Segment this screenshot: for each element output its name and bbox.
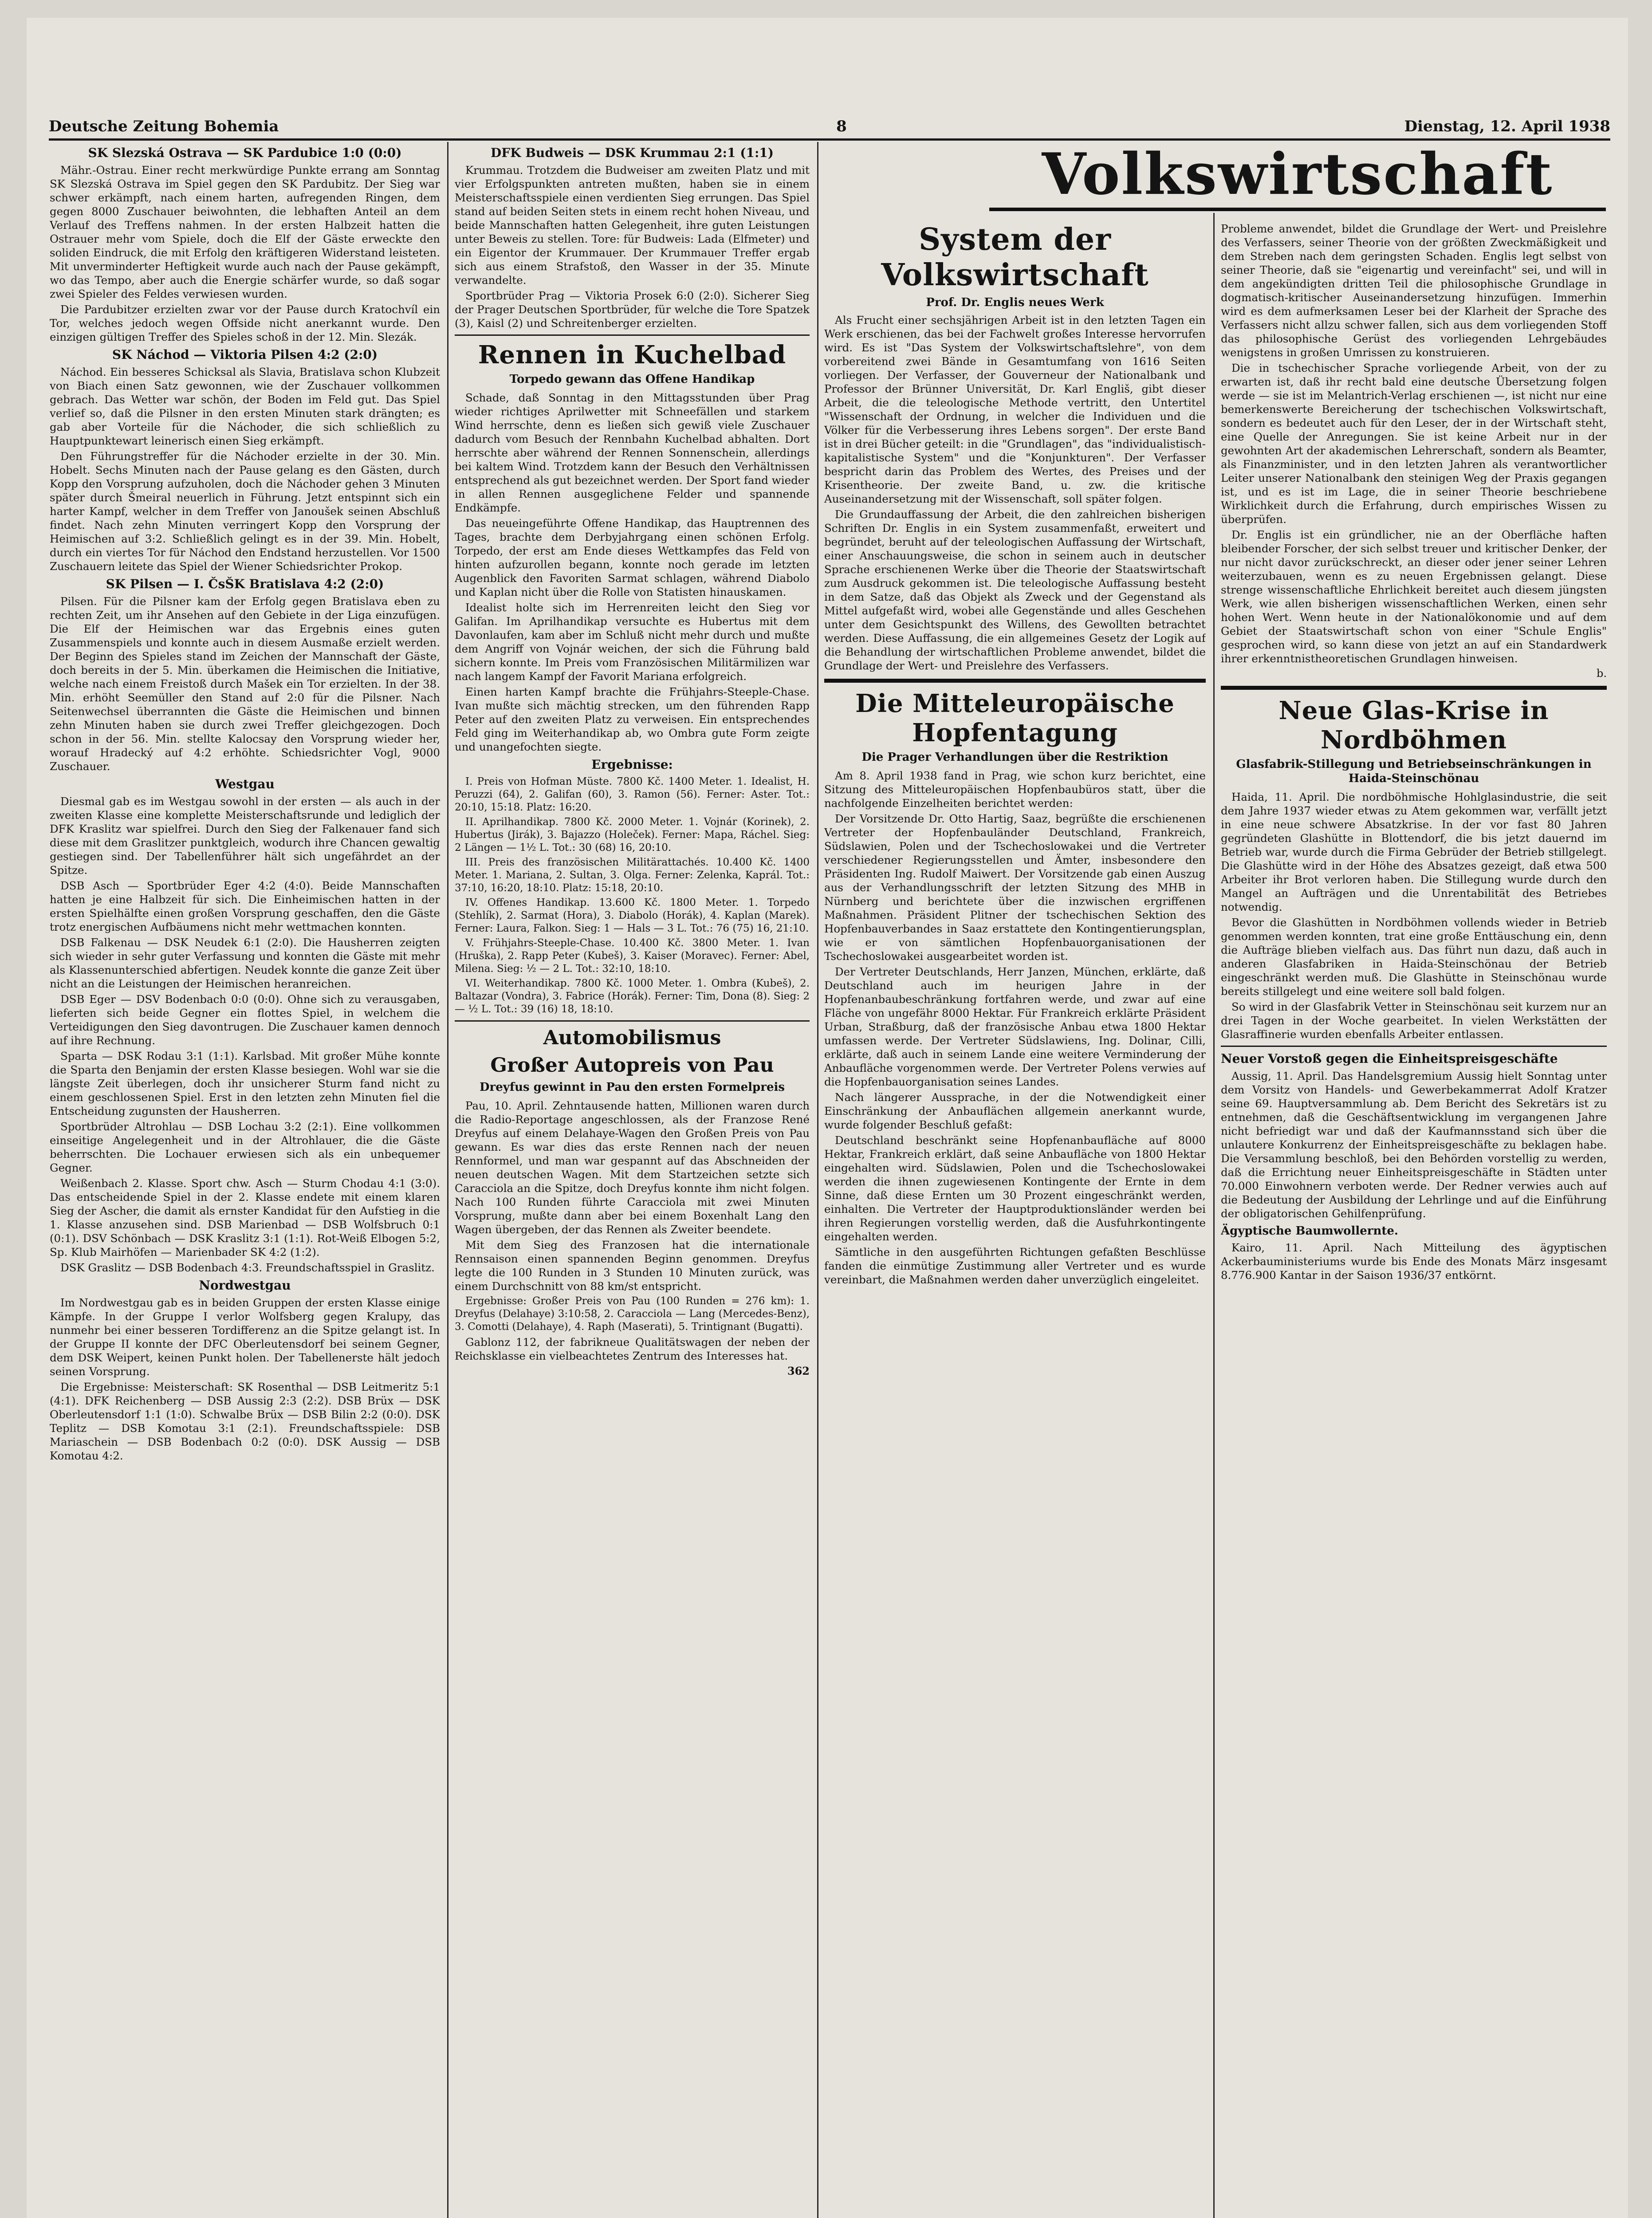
headline: SK Slezská Ostrava — SK Pardubice 1:0 (0:0) bbox=[88, 146, 402, 160]
paragraph: Diesmal gab es im Westgau sowohl in der ersten — als auch in der zweiten Klasse eine komplette Meisterschaftsrunde und lediglich der DFK Kraslitz war spielfrei. Durch den Sieg der Falkenauer fand sich diese mit dem Graslitzer punktgleich, wodurch ihre Chancen gewaltig gestiegen sind. Der Tabellenführer hält sich ungefährdet an der Spitze. bbox=[50, 795, 440, 877]
subheadline: Dreyfus gewinnt in Pau den ersten Formelpreis bbox=[479, 1081, 785, 1094]
headline: System der Volkswirtschaft bbox=[881, 222, 1149, 293]
paragraph: Den Führungstreffer für die Náchoder erzielte in der 30. Min. Hobelt. Sechs Minuten nach der Pause gelang es den Gästen, durch Kopp den Vorsprung aufzuholen, doch die Náchoder gehen 3 Minuten später durch Šmeiral neuerlich in Führung. Jetzt entspinnt sich ein harter Kampf, welcher in dem Treffer von Janoušek seinen Abschluß findet. Nach zehn Minuten verringert Kopp den Vorsprung der Heimischen auf 3:2. Schließlich gelingt es in der 39. Min. Hobelt, durch ein viertes Tor für Náchod den Endstand herzustellen. Vor 1500 Zuschauern leitete das Spiel der Wiener Schiedsrichter Prokop. bbox=[50, 450, 440, 573]
paragraph: Kairo, 11. April. Nach Mitteilung des ägyptischen Ackerbauministeriums wurde bis Ende des Monats März insgesamt 8.776.900 Kantar in der Saison 1936/37 entkörnt. bbox=[1221, 1241, 1607, 1282]
byline: Prof. Dr. Englis neues Werk bbox=[926, 296, 1104, 309]
paragraph: Sämtliche in den ausgeführten Richtungen gefaßten Beschlüsse fanden die einmütige Zustimmung aller Vertreter und es wurde vereinbart, die Maßnahmen werden daher unverzüglich eingeleitet. bbox=[824, 1246, 1206, 1286]
column-sports-2 bbox=[455, 142, 810, 2218]
paragraph: Krummau. Trotzdem die Budweiser am zweiten Platz und mit vier Erfolgspunkten antreten mußten, haben sie in einem Meisterschaftsspiele einen verdienten Sieg errungen. Das Spiel stand auf beiden Seiten stets in einem recht hohen Niveau, und beide Mannschaften hatten Gelegenheit, ihre guten Leistungen unter Beweis zu stellen. Tore: für Budweis: Lada (Elfmeter) und ein Eigentor der Krummauer. Der Krummauer Treffer ergab sich aus einem Strafstoß, den Wasser in der 35. Minute verwandelte. bbox=[455, 164, 810, 287]
paragraph: DSB Eger — DSV Bodenbach 0:0 (0:0). Ohne sich zu verausgaben, lieferten sich beide Gegner ein flottes Spiel, in welchem die Verteidigungen den Sieg davontrugen. Die Zuschauer kamen dennoch auf ihre Rechnung. bbox=[50, 993, 440, 1047]
paragraph: DSB Falkenau — DSK Neudek 6:1 (2:0). Die Hausherren zeigten sich wieder in sehr guter Verfassung und konnten die Gäste mit mehr als Klassenunterschied abfertigen. Neudek konnte die ganze Zeit über nicht an die Leistungen der Heimischen heranreichen. bbox=[50, 936, 440, 990]
headline: Großer Autopreis von Pau bbox=[490, 1054, 774, 1077]
paragraph: Die in tschechischer Sprache vorliegende Arbeit, von der zu erwarten ist, daß ihr recht bald eine deutsche Übersetzung folgen werde — sie ist im Melantrich-Verlag erschienen —, ist nicht nur eine bemerkenswerte Bereicherung der tschechischen Volkswirtschaft, sondern es bedeutet auch für den Leser, der in der Wirtschaft steht, eine Quelle der Anregungen. Sie ist keine Arbeit nur in der gewohnten Art der akademischen Lehrerschaft, sondern als Beamter, als Finanzminister, und in den letzten Jahren als verantwortlicher Leiter unserer Nationalbank den steinigen Weg der Praxis gegangen ist, und es ist im Lage, die in seiner Theorie beschriebene Wirklichkeit durch die Erfahrung, durch empirisches Wissen zu überprüfen. bbox=[1221, 362, 1607, 526]
paragraph: Im Nordwestgau gab es in beiden Gruppen der ersten Klasse einige Kämpfe. In der Gruppe I verlor Wolfsberg gegen Kralupy, das nunmehr bei einer besseren Tordifferenz an die Spitze gelangt ist. In der Gruppe II konnte der DFC Oberleutensdorf bei seinem Gegner, dem DSK Weipert, keinen Punkt holen. Der Tabellenerste hält jedoch seinen Vorsprung. bbox=[50, 1296, 440, 1378]
headline: Rennen in Kuchelbad bbox=[478, 340, 787, 370]
headline: Ägyptische Baumwollernte. bbox=[1221, 1224, 1398, 1238]
paragraph: Der Vertreter Deutschlands, Herr Janzen, München, erklärte, daß Deutschland auch im heurigen Jahre in der Hopfenanbaubeschränkung fortfahren werde, und zwar auf eine Fläche von ungefähr 8000 Hektar. Für Frankreich erklärte Präsident Urban, Straßburg, daß der französische Anbau etwa 1800 Hektar umfassen werde. Der Vertreter Südslawiens, Ing. Dolinar, Cilli, erklärte, daß auch in seinem Lande eine weitere Verminderung der Anbaufläche vorgenommen werde. Der Vertreter Polens verwies auf die Hopfenbauorganisation seines Landes. bbox=[824, 965, 1206, 1088]
result-entry: VI. Weiterhandikap. 7800 Kč. 1000 Meter. 1. Ombra (Kubeš), 2. Baltazar (Vondra), 3. Fabrice (Horák). Ferner: Tim, Dona (8). Sieg: 2 — ½ L. Tot.: 39 (16) 18, 18:10. bbox=[455, 978, 810, 1015]
paragraph: Probleme anwendet, bildet die Grundlage der Wert- und Preislehre des Verfassers, seiner Theorie von der größten Zweckmäßigkeit und dem Streben nach dem geringsten Schaden. Englis legt selbst von seiner Theorie, daß sie "eigenartig und vereinfacht" sei, und will in dem angekündigten dritten Teil die philosophische Grundlage in dogmatisch-kritischer Auseinandersetzung hinzufügen. Immerhin wird es dem aufmerksamen Leser bei der Klarheit der Sprache des Verfassers nicht allzu schwer fallen, sich aus dem vorliegenden Stoff das philosophische Gerüst des vorliegenden Lehrgebäudes wenigstens in großen Umrissen zu konstruieren. bbox=[1221, 222, 1607, 359]
paragraph: Náchod. Ein besseres Schicksal als Slavia, Bratislava schon Klubzeit von Biach einen Satz gewonnen, wie der Zuschauer vollkommen gebrach. Das Wetter war schön, der Boden im Feld gut. Das Spiel verlief so, daß die Pilsner in den ersten Minuten stark drängten; es gab aber Vorteile für die Náchoder, die sich schließlich zu Hauptpunktewart leinerisch einen Sieg erkämpft. bbox=[50, 366, 440, 447]
masthead-left: Deutsche Zeitung Bohemia bbox=[49, 118, 279, 135]
paragraph: Idealist holte sich im Herrenreiten leicht den Sieg vor Galifan. Im Aprilhandikap versuchte es Hubertus mit dem Davonlaufen, kam aber im Schluß nicht mehr durch und mußte dem Angriff von Vojnár weichen, der sich die Führung bald sichern konnte. Im Preis vom Französischen Militärmilizen war nach langem Kampf der Favorit Mariana erfolgreich. bbox=[455, 601, 810, 683]
section-heading: Automobilismus bbox=[543, 1026, 721, 1049]
paragraph: Ergebnisse: Großer Preis von Pau (100 Runden = 276 km): 1. Dreyfus (Delahaye) 3:10:58, 2. Caracciola — Lang (Mercedes-Benz), 3. Comotti (Delahaye), 4. Raph (Maserati), 5. Trintignant (Bugatti). bbox=[455, 1295, 810, 1333]
paragraph: DSB Asch — Sportbrüder Eger 4:2 (4:0). Beide Mannschaften hatten je eine Halbzeit für sich. Die Einheimischen hatten in der ersten Spielhälfte einen großen Vorsprung geschaffen, den die Gäste trotz energischen Aufbäumens nicht mehr wettmachen konnten. bbox=[50, 879, 440, 933]
author-signature: b. bbox=[1597, 667, 1607, 680]
paragraph: Deutschland beschränkt seine Hopfenanbaufläche auf 8000 Hektar, Frankreich erklärt, daß seine Anbaufläche von 1800 Hektar eingehalten wird. Südslawien, Polen und die Tschechoslowakei werden die ihnen zugewiesenen Kontingente der Ernte in dem Sinne, daß diese Ernten um 30 Prozent eingeschränkt werden, einhalten. Die Vertreter der Hauptproduktionsländer werden bei ihren Regierungen vorstellig werden, daß die Ausfuhrkontingente eingehalten werden. bbox=[824, 1134, 1206, 1243]
running-head bbox=[49, 113, 1610, 135]
paragraph: Das neueingeführte Offene Handikap, das Hauptrennen des Tages, brachte dem Derbyjahrgang einen schönen Erfolg. Torpedo, der erst am Ende dieses Wettkampfes das Feld von hinten aufzurollen begann, konnte noch gerade im letzten Augenblick den Favoriten Sarmat schlagen, während Diabolo und Kaplan nicht über die Rolle von Statisten hinauskamen. bbox=[455, 517, 810, 598]
paragraph: Die Grundauffassung der Arbeit, die den zahlreichen bisherigen Schriften Dr. Englis in ein System zusammenfaßt, erweitert und begründet, beruht auf der teleologischen Auffassung der Wirtschaft, einer Anschauungsweise, die schon in seinem auch in deutscher Sprache erschienenen Werke über die Theorie der Staatswirtschaft zum Ausdruck gekommen ist. Die teleologische Auffassung besteht in dem Satze, daß das Objekt als Zweck und der Gegenstand als Mittel aufgefaßt wird, wobei alle Gegenstände und alles Geschehen unter dem Gesichtspunkt des Willens, des Gewollten betrachtet werden. Diese Auffassung, die ein allgemeines Gesetz der Logik auf die Behandlung der wirtschaftlichen Probleme anwendet, bildet die Grundlage der Wert- und Preislehre des Verfassers. bbox=[824, 508, 1206, 672]
result-entry: I. Preis von Hofman Müste. 7800 Kč. 1400 Meter. 1. Idealist, H. Peruzzi (64), 2. Galifan (60), 3. Ramon (56). Ferner: Aster. Tot.: 20:10, 15:18. Platz: 16:20. bbox=[455, 776, 810, 813]
page-note: 362 bbox=[787, 1365, 810, 1377]
column-rule bbox=[447, 142, 448, 2218]
header-rule bbox=[49, 138, 1610, 141]
result-entry: V. Frühjahrs-Steeple-Chase. 10.400 Kč. 3800 Meter. 1. Ivan (Hruška), 2. Rapp Peter (Kubeš), 3. Kaiser (Moravec). Ferner: Abel, Milena. Sieg: ½ — 2 L. Tot.: 32:10, 18:10. bbox=[455, 937, 810, 975]
results-heading: Ergebnisse: bbox=[591, 757, 673, 772]
headline: SK Náchod — Viktoria Pilsen 4:2 (2:0) bbox=[112, 347, 378, 362]
paragraph: Mähr.-Ostrau. Einer recht merkwürdige Punkte errang am Sonntag SK Slezská Ostrava im Spiel gegen den SK Pardubitz. Der Sieg war schwer erkämpft, nach einem harten, aufregenden Ringen, dem gegen 8000 Zuschauer beiwohnten, die lebhaften Anteil an dem Verlauf des Treffens nahmen. In der ersten Halbzeit hatten die Ostrauer mehr vom Spiele, doch die Elf der Gäste erweckte den soliden Eindruck, die mit Erfolg den kräftigeren Widerstand leisteten. Mit unverminderter Heftigkeit wurde auch nach der Pause gekämpft, wo das Tempo, aber auch die Energie schärfer wurde, so daß sogar zwei Spieler des Feldes verwiesen wurden. bbox=[50, 164, 440, 300]
divider bbox=[824, 679, 1206, 683]
paragraph: Sportbrüder Altrohlau — DSB Lochau 3:2 (2:1). Eine vollkommen einseitige Angelegenheit und in der Altrohlauer, die die Gäste beherrschten. Die Lochauer erwiesen sich als ein unbequemer Gegner. bbox=[50, 1120, 440, 1174]
result-entry: III. Preis des französischen Militärattachés. 10.400 Kč. 1400 Meter. 1. Mariana, 2. Sultan, 3. Olga. Ferner: Zelenka, Kaprál. Tot.: 37:10, 16:20, 18:10. Platz: 15:18, 20:10. bbox=[455, 857, 810, 894]
issue-date: Dienstag, 12. April 1938 bbox=[1404, 118, 1610, 135]
paragraph: Sparta — DSK Rodau 3:1 (1:1). Karlsbad. Mit großer Mühe konnte die Sparta den Benjamin der ersten Klasse besiegen. Wohl war sie die längste Zeit überlegen, doch ihr unsicherer Sturm fand nicht zu einem geschlossenen Spiel. Erst in den letzten zehn Minuten fiel die Entscheidung zugunsten der Hausherren. bbox=[50, 1050, 440, 1117]
paragraph: Die Pardubitzer erzielten zwar vor der Pause durch Kratochvíl ein Tor, welches jedoch wegen Offside nicht anerkannt wurde. Den einzigen gültigen Treffer des Spieles schoß in der 12. Min. Slezák. bbox=[50, 303, 440, 343]
paragraph: Aussig, 11. April. Das Handelsgremium Aussig hielt Sonntag unter dem Vorsitz von Handels- und Gewerbekammerrat Adolf Kratzer seine 69. Hauptversammlung ab. Dem Bericht des Sekretärs ist zu entnehmen, daß die Geschäftsentwicklung im vergangenen Jahre nicht befriedigt war und daß der Kaufmannsstand sich über die unlautere Konkurrenz der Einheitspreisgeschäfte zu beklagen habe. Die Versammlung beschloß, bei den Behörden vorstellig zu werden, daß die Errichtung neuer Einheitspreisgeschäfte in Städten unter 70.000 Einwohnern verboten werde. Der Redner verwies auch auf die Bedeutung der Ausbildung der Lehrlinge und auf die Einführung der obligatorischen Gehilfenprüfung. bbox=[1221, 1070, 1607, 1220]
subheadline: Glasfabrik-Stillegung und Betriebseinschränkungen in Haida-Steinschönau bbox=[1236, 758, 1592, 785]
paragraph: Der Vorsitzende Dr. Otto Hartig, Saaz, begrüßte die erschienenen Vertreter der Hopfenbauländer Deutschland, Frankreich, Südslawien, Polen und der Tschechoslowakei und die Vertreter verschiedener Regierungsstellen und Ämter, insbesondere den Präsidenten Ing. Rudolf Maiwert. Der Vorsitzende gab einen Auszug aus der Verhandlungsschrift der letzten Sitzung des MHB in Nürnberg und berichtete über die inzwischen ergriffenen Maßnahmen. Präsident Plitner der tschechischen Sektion des Hopfenbauverbandes in Saaz erstattete den Kontingentierungsplan, wie er von sämtlichen Hopfenbauorganisationen der Tschechoslowakei ausgearbeitet worden ist. bbox=[824, 812, 1206, 963]
paragraph: Pau, 10. April. Zehntausende hatten, Millionen waren durch die Radio-Reportage angeschlossen, als der Franzose René Dreyfus auf einem Delahaye-Wagen den Großen Preis von Pau gewann. Es war dies das erste Rennen nach der neuen Rennformel, und man war gespannt auf das Abschneiden der neuen deutschen Wagen. Mit dem Startzeichen setzte sich Caracciola an die Spitze, doch Dreyfus konnte ihm nicht folgen. Nach 100 Runden führte Caracciola mit zwei Minuten Vorsprung, mußte dann aber bei einem Boxenhalt Lang den Wagen übergeben, der das Rennen als Zweiter beendete. bbox=[455, 1099, 810, 1236]
headline: SK Pilsen — I. ČsŠK Bratislava 4:2 (2:0) bbox=[106, 577, 384, 591]
result-entry: IV. Offenes Handikap. 13.600 Kč. 1800 Meter. 1. Torpedo (Stehlík), 2. Sarmat (Hora), 3. Diabolo (Horák), 4. Kaplan (Marek). Ferner: Laura, Falkon. Sieg: 1 — Hals — 3 L. Tot.: 76 (75) 16, 21:10. bbox=[455, 897, 810, 934]
column-sports-1 bbox=[50, 142, 440, 2218]
subheadline: Die Prager Verhandlungen über die Restriktion bbox=[861, 751, 1168, 764]
headline: DFK Budweis — DSK Krummau 2:1 (1:1) bbox=[490, 146, 774, 160]
headline: Neuer Vorstoß gegen die Einheitspreisgeschäfte bbox=[1221, 1051, 1558, 1066]
section-title: Volkswirtschaft bbox=[1042, 141, 1554, 208]
paragraph: Schade, daß Sonntag in den Mittagsstunden über Prag wieder richtiges Aprilwetter mit Schneefällen und starkem Wind herrschte, denn es ließen sich gewiß viele Zuschauer dadurch vom Besuch der Rennbahn Kuchelbad abhalten. Dort herrschte aber während der Rennen Sonnenschein, allerdings bei kaltem Wind. Trotzdem kann der Besuch den Verhältnissen entsprechend als gut bezeichnet werden. Der Sport fand wieder in allen Rennen ausgeglichene Felder und spannende Endkämpfe. bbox=[455, 391, 810, 514]
paragraph: Am 8. April 1938 fand in Prag, wie schon kurz berichtet, eine Sitzung des Mitteleuropäischen Hopfenbaubüros statt, über die nachfolgende Einzelheiten berichtet werden: bbox=[824, 769, 1206, 810]
subsection-heading: Nordwestgau bbox=[199, 1278, 291, 1293]
subsection-heading: Westgau bbox=[215, 777, 275, 791]
column-rule bbox=[817, 142, 818, 2218]
paragraph: Sportbrüder Prag — Viktoria Prosek 6:0 (2:0). Sicherer Sieg der Prager Deutschen Sportbrüder, für welche die Tore Spatzek (3), Kaisl (2) und Schreitenberger erzielten. bbox=[455, 289, 810, 330]
paragraph: Die Ergebnisse: Meisterschaft: SK Rosenthal — DSB Leitmeritz 5:1 (4:1). DFK Reichenberg — DSB Aussig 2:3 (2:2). DSB Brüx — DSK Oberleutensdorf 1:1 (1:0). Schwalbe Brüx — DSB Bilin 2:2 (0:0). DSK Teplitz — DSB Komotau 3:1 (2:1). Freundschaftsspiele: DSB Mariaschein — DSB Bodenbach 0:2 (0:0). DSK Aussig — DSB Komotau 4:2. bbox=[50, 1380, 440, 1462]
divider bbox=[455, 1020, 810, 1022]
column-rule bbox=[1213, 213, 1215, 2218]
paragraph: Bevor die Glashütten in Nordböhmen vollends wieder in Betrieb genommen werden konnten, trat eine große Enttäuschung ein, denn die Aufträge blieben vielfach aus. Das führt nun dazu, daß auch in anderen Glasfabriken in Haida-Steinschönau der Betrieb eingeschränkt werden muß. Die Glashütte in Steinschönau wurde bereits stillgelegt und eine weitere soll bald folgen. bbox=[1221, 916, 1607, 998]
paragraph: Gablonz 112, der fabrikneue Qualitätswagen der neben der Reichsklasse ein vielbeachtetes Zentrum des Interesses hat. bbox=[455, 1336, 810, 1362]
headline: Die Mitteleuropäische Hopfentagung bbox=[855, 689, 1175, 747]
result-entry: II. Aprilhandikap. 7800 Kč. 2000 Meter. 1. Vojnár (Korinek), 2. Hubertus (Jirák), 3. Bajazzo (Holeček). Ferner: Mapa, Ráchel. Sieg: 2 Längen — 1½ L. Tot.: 30 (68) 16, 20:10. bbox=[455, 816, 810, 853]
paragraph: Weißenbach 2. Klasse. Sport chw. Asch — Sturm Chodau 4:1 (3:0). Das entscheidende Spiel in der 2. Klasse endete mit einem klaren Sieg der Ascher, die damit als ernster Kandidat für den Aufstieg in die 1. Klasse anzusehen sind. DSB Marienbad — DSB Wolfsbruch 0:1 (0:1). DSV Schönbach — DSK Kraslitz 3:1 (1:1). Rot-Weiß Elbogen 5:2, Sp. Klub Mairhöfen — Marienbader SK 4:2 (1:2). bbox=[50, 1177, 440, 1258]
page-number: 8 bbox=[836, 118, 847, 135]
paragraph: Einen harten Kampf brachte die Frühjahrs-Steeple-Chase. Ivan mußte sich mächtig strecken, um den führenden Rapp Peter auf den zweiten Platz zu verweisen. Ein entsprechendes Feld ging im Weiterhandikap ab, wo Ombra gute Form zeigte und unangefochten siegte. bbox=[455, 685, 810, 753]
paragraph: Haida, 11. April. Die nordböhmische Hohlglasindustrie, die seit dem Jahre 1937 wieder etwas zu Atem gekommen war, verfällt jetzt in eine neue schwere Absatzkrise. In der vor fast 80 Jahren gegründeten Glashütte in Blottendorf, die bis jetzt dauernd im Betrieb war, wurde durch die Firma Gebrüder der Betrieb stillgelegt. Die Glashütte wird in der Höhe des Absatzes gezeigt, daß etwa 500 Arbeiter ihr Brot verloren haben. Die Stillegung wurde durch den Mangel an Aufträgen und die Unrentabilität des Betriebes notwendig. bbox=[1221, 790, 1607, 913]
divider bbox=[1221, 686, 1607, 690]
paragraph: Mit dem Sieg des Franzosen hat die internationale Rennsaison einen spannenden Beginn genommen. Dreyfus legte die 100 Runden in 3 Stunden 10 Minuten zurück, was einem Durchschnitt von 88 km/st entspricht. bbox=[455, 1239, 810, 1293]
paragraph: Als Frucht einer sechsjährigen Arbeit ist in den letzten Tagen ein Werk erschienen, das bei der Fachwelt großes Interesse hervorrufen wird. Es ist "Das System der Volkswirtschaftslehre", von dem vorbereitend zwei Bände in Gesamtumfang von 1616 Seiten vorliegen. Der Verfasser, der Gouverneur der Nationalbank und Professor der Brünner Universität, Dr. Karl Engliš, gibt dieser Arbeit, die die teleologische Methode vertritt, den Untertitel "Wissenschaft der Ordnung, in welcher die Individuen und die Völker für die Verbesserung ihres Lebens sorgen". Der erste Band ist in drei Bücher geteilt: in die "Grundlagen", das "individualistisch-kapitalistische System" und die "Konjunkturen". Der Verfasser bespricht darin das Problem des Wertes, des Preises und der Krisentheorie. Der zweite Band, u. zw. die kritische Auseinandersetzung mit der Wissenschaft, soll später folgen. bbox=[824, 314, 1206, 505]
paragraph: Dr. Englis ist ein gründlicher, nie an der Oberfläche haften bleibender Forscher, der sich selbst treuer und kritischer Denker, der nur nicht davor zurückschreckt, an dieser oder jener seiner Lehren weiterzubauen, wenn es zu neuen Ergebnissen gelangt. Diese strenge wissenschaftliche Ehrlichkeit bereitet auch diesem jüngsten Werk, wie allen bisherigen wissenschaftlichen Werken, einen sehr hohen Wert. Wenn heute in der Nationalökonomie und auf dem Gebiet der Staatswirtschaft schon von einer "Schule Englis" gesprochen wird, so kann diese von jetzt an auf ein Standardwerk ihrer erkenntnistheoretischen Grundlagen hinweisen. bbox=[1221, 528, 1607, 665]
headline: Neue Glas-Krise in Nordböhmen bbox=[1278, 696, 1549, 755]
divider bbox=[1221, 1046, 1607, 1047]
paragraph: Pilsen. Für die Pilsner kam der Erfolg gegen Bratislava eben zu rechten Zeit, um ihr Ansehen auf den Gebiete in der Liga einzufügen. Die Elf der Heimischen war das Ergebnis eines guten Zusammenspiels und konnte auch in diesem Ausmaße erzielt werden. Der Beginn des Spieles stand im Zeichen der Mannschaft der Gäste, doch bereits in der 5. Min. überkamen die Heimischen die Initiative, welche nach einem Freistoß durch Mašek ein Tor erzielten. In der 38. Min. erhöht Seemüller den Stand auf 2:0 für die Pilsner. Nach Seitenwechsel überrannten die Gäste die Heimischen und binnen zehn Minuten haben sie durch zwei Treffer gleichgezogen. Doch schon in der 56. Min. stellte Kalocsay den Vorsprung wieder her, worauf Hradecký auf 4:2 erhöhte. Schiedsrichter Vogl, 9000 Zuschauer. bbox=[50, 595, 440, 773]
column-economy-2 bbox=[1221, 142, 1607, 2218]
paragraph: DSK Graslitz — DSB Bodenbach 4:3. Freundschaftsspiel in Graslitz. bbox=[60, 1261, 435, 1274]
subheadline: Torpedo gewann das Offene Handikap bbox=[509, 373, 755, 386]
paragraph: So wird in der Glasfabrik Vetter in Steinschönau seit kurzem nur an drei Tagen in der Woche gearbeitet. In vielen Werkstätten der Glasraffinerie wurden ebenfalls Arbeiter entlassen. bbox=[1221, 1000, 1607, 1041]
paragraph: Nach längerer Aussprache, in der die Notwendigkeit einer Einschränkung der Anbauflächen allgemein anerkannt wurde, wurde folgender Beschluß gefaßt: bbox=[824, 1091, 1206, 1131]
column-economy-1 bbox=[824, 142, 1206, 2218]
divider bbox=[455, 334, 810, 336]
